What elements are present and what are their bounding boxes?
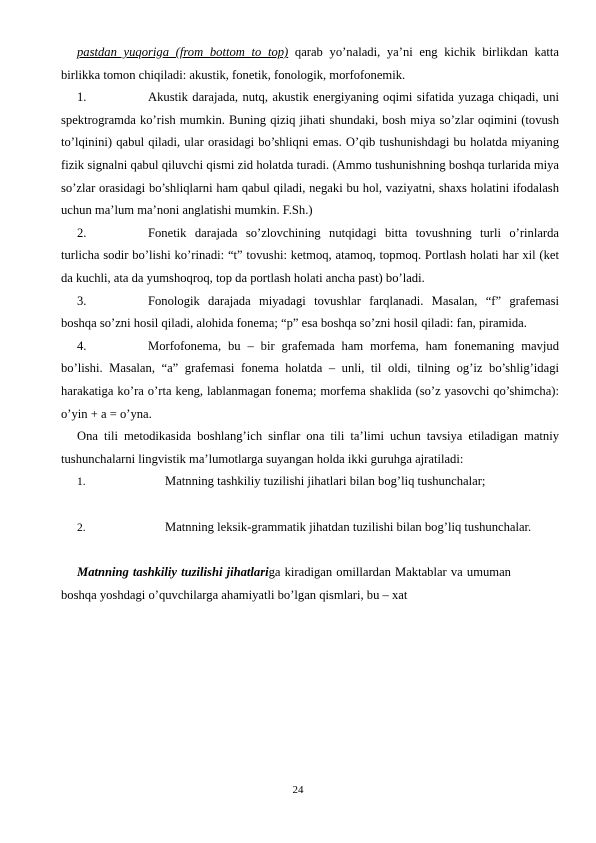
methodology-paragraph: Ona tili metodikasida boshlang’ich sinflar ona tili ta’limi uchun tavsiya etiladigan matniy tushunchalarni lingvistik ma’lumotlarga suyangan holda ikki guruhga ajratiladi:	[61, 429, 559, 466]
level-item	[61, 86, 559, 222]
group-text: Matnning leksik-grammatik jihatdan tuzilishi bilan bog’liq tushunchalar.	[165, 519, 532, 534]
group-text: Matnning tashkiliy tuzilishi jihatlari bilan bog’liq tushunchalar;	[165, 474, 486, 489]
level-number: 4.	[77, 338, 87, 353]
level-item	[61, 335, 559, 425]
document-page	[61, 41, 559, 607]
level-text: Fonologik darajada miyadagi tovushlar farqlanadi. Masalan, “f” grafemasi boshqa so’zni hosil qiladi, alohida fonema; “p” esa boshqa so’zni hosil qiladi: fan, piramida.	[61, 293, 559, 331]
intro-link[interactable]: pastdan yuqoriga (from bottom to top)	[77, 45, 289, 59]
level-text: Morfofonema, bu – bir grafemada ham morfema, ham fonemaning mavjud bo’lishi. Masalan, “a” grafemasi fonema holatda – unli, til oldi, tilning og’iz bo’shlig’idagi harakatiga ko’ra o’rta keng, lablanmagan fonema; morfema shaklida (so’z yasovchi qo’shimcha): o’yin + a = o’yna.	[61, 338, 559, 421]
group-item	[61, 516, 559, 540]
last-paragraph	[61, 561, 559, 606]
level-number: 1.	[77, 90, 87, 105]
level-text: Fonetik darajada so’zlovchining nutqidagi bitta tovushning turli o’rinlarda turlicha sodir bo’lishi ko’rinadi: “t” tovushi: ketmoq, atamoq, topmoq. Portlash holati har xil (ket da kuchli, ata da yumshoqroq, top da portlash holati ancha past) bo’ladi.	[61, 225, 559, 285]
last-text: ga kiradigan omillardan Maktablar va umuman boshqa yoshdagi o’quvchilarga ahamiyatli bo’lgan qismlari, bu – xat	[61, 565, 511, 603]
group-number: 2.	[77, 521, 86, 534]
group-number: 1.	[77, 476, 86, 489]
level-item	[61, 222, 559, 290]
level-text: Akustik darajada, nutq, akustik energiyaning oqimi sifatida yuzaga chiqadi, uni spektrogramda ko’rish mumkin. Buning qiziq jihati shundaki, bosh miya so’zlar oqimini (tovush to’lqinini) qabul qiladi, ular orasidagi bo’shliqni emas. O’qib tushunishdagi bu holatda miyaning fizik signalni qabul qiluvchi qismi zid holatda turadi. (Ammo tushunishning boshqa turlarida miya so’zlar orasidagi bo’shliqlarni ham qabul qiladi, negaki bu hol, vaziyatni, shaxs holatini ifodalash uchun ma’lum ma’noni anglatishi mumkin. F.Sh.)	[61, 90, 559, 218]
intro-paragraph	[61, 41, 559, 86]
spacer	[61, 494, 559, 516]
level-item	[61, 290, 559, 335]
page-number: 24	[292, 784, 304, 796]
group-item	[61, 470, 559, 494]
last-bold-heading: Matnning tashkiliy tuzilishi jihatlari	[77, 565, 269, 580]
intro-text: qarab yo’naladi, ya’ni eng kichik birlikdan katta birlikka tomon chiqiladi: akustik, fonetik, fonologik, morfofonemik.	[61, 45, 559, 82]
spacer	[61, 539, 559, 561]
level-number: 2.	[77, 225, 87, 240]
level-number: 3.	[77, 293, 87, 308]
